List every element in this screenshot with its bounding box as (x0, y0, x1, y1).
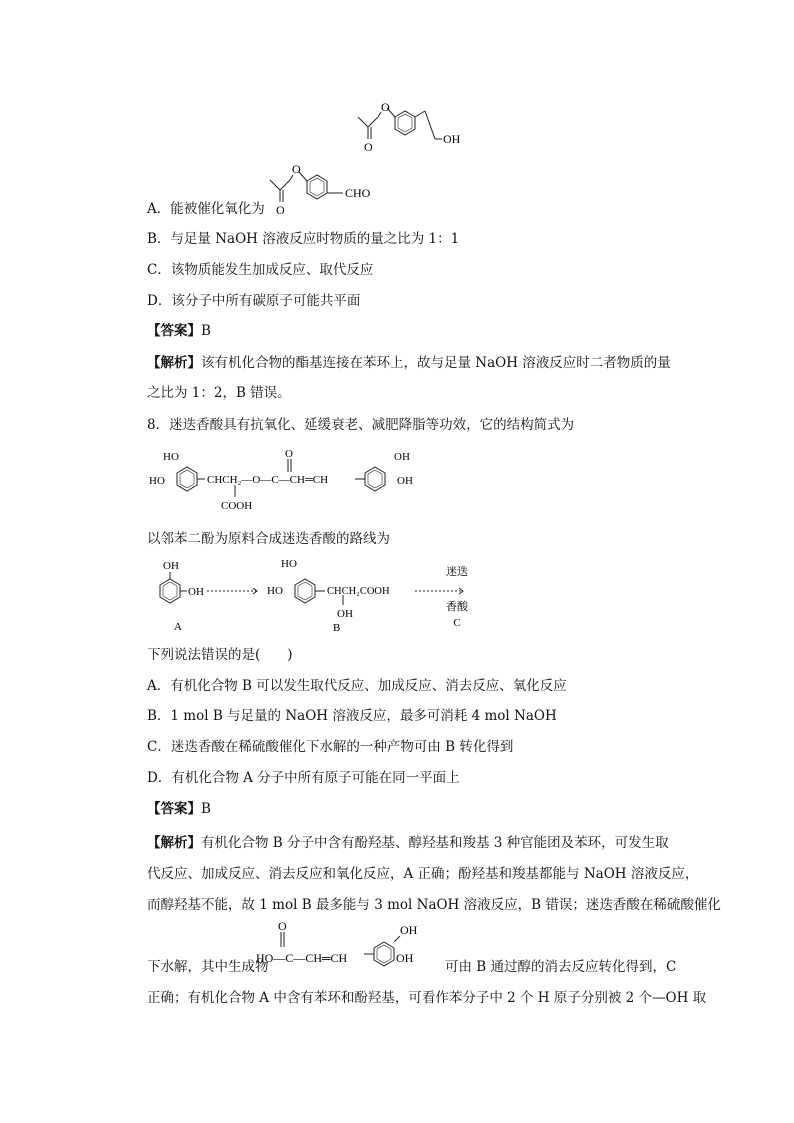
q7-analysis-line-2: 之比为 1：2，B 错误。 (147, 385, 291, 401)
q7-option-a-structure (265, 160, 395, 220)
carbonyl-oxygen-label: O (276, 203, 285, 217)
q8-stem: 8．迷迭香酸具有抗氧化、延缓衰老、减肥降脂等功效，它的结构简式为 (147, 417, 575, 433)
rosmarinic-acid-structure (145, 445, 435, 515)
q7-option-a: A．能被催化氧化为 (147, 201, 265, 217)
product-chain-label: HO—C—CH═CH (256, 951, 348, 965)
hydrolysis-product-structure (256, 918, 446, 980)
synthesis-route (145, 555, 485, 640)
q8-option-b: B．1 mol B 与足量的 NaOH 溶液反应，最多可消耗 4 mol NaOH (147, 708, 557, 724)
compound-b-ho-left-label: HO (267, 585, 283, 597)
carbonyl-oxygen-label: O (285, 448, 293, 460)
ring-hydroxyl-top-label: HO (163, 451, 179, 463)
phenol-right-label: OH (397, 475, 413, 487)
q7-answer (147, 322, 211, 340)
answer-value: B (201, 323, 211, 339)
product-phenol-right-label: OH (396, 951, 414, 965)
catechol-oh-right-label: OH (188, 586, 204, 598)
answer-tag: 【答案】 (147, 323, 201, 339)
q8-question: 下列说法错误的是( ) (147, 647, 293, 663)
catechol-oh-top-label: OH (163, 560, 179, 572)
aldehyde-label: CHO (345, 186, 371, 200)
q8-analysis-line-4-pre: 下水解，其中生成物 (147, 959, 269, 975)
analysis-tag: 【解析】 (147, 835, 201, 851)
compound-c-label: C (453, 617, 461, 629)
q8-route-intro: 以邻苯二酚为原料合成迷迭香酸的路线为 (147, 531, 390, 547)
compound-b-ho-top-label: HO (281, 558, 297, 570)
q8-option-c: C．迷迭香酸在稀硫酸催化下水解的一种产物可由 B 转化得到 (147, 739, 514, 755)
analysis-tag: 【解析】 (147, 355, 201, 371)
q7-structure-top (350, 95, 480, 160)
answer-value: B (201, 801, 211, 817)
compound-b-chain-label: CHCH₂COOH (327, 586, 390, 597)
compound-b-label: B (333, 622, 341, 634)
ester-oxygen-label: O (292, 162, 301, 176)
q7-option-b: B．与足量 NaOH 溶液反应时物质的量之比为 1：1 (147, 231, 460, 247)
ester-chain-label: CHCH₂—O—C—CH═CH (207, 474, 329, 486)
ring-hydroxyl-left-label: HO (149, 475, 165, 487)
q8-analysis-line-4-post: 可由 B 通过醇的消去反应转化得到，C (445, 959, 677, 975)
compound-a-label: A (174, 621, 182, 633)
target-line-1: 迷迭 (446, 566, 468, 578)
q8-analysis-line-1: 【解析】有机化合物 B 分子中含有酚羟基、醇羟基和羧基 3 种官能团及苯环，可发生取 (147, 835, 669, 851)
answer-tag: 【答案】 (147, 801, 201, 817)
q8-analysis-line-5: 正确；有机化合物 A 中含有苯环和酚羟基，可看作苯分子中 2 个 H 原子分别被 2 个—OH 取 (147, 990, 707, 1006)
hydroxyl-label: OH (443, 132, 461, 146)
carboxyl-label: COOH (221, 500, 253, 512)
q8-option-d: D．有机化合物 A 分子中所有原子可能在同一平面上 (147, 770, 460, 786)
ester-oxygen-label: O (381, 100, 390, 114)
product-phenol-top-label: OH (400, 923, 418, 937)
q8-analysis-line-2: 代反应、加成反应、消去反应和氧化反应，A 正确；酚羟基和羧基都能与 NaOH 溶液反应， (147, 866, 699, 882)
phenol-top-label: OH (394, 451, 410, 463)
q8-analysis-line-3: 而醇羟基不能，故 1 mol B 最多能与 3 mol NaOH 溶液反应，B 错误；迷迭香酸在稀硫酸催化 (147, 897, 721, 913)
carbonyl-oxygen-label: O (364, 140, 373, 154)
q8-option-a: A．有机化合物 B 可以发生取代反应、加成反应、消去反应、氧化反应 (147, 678, 567, 694)
product-carbonyl-oxygen-label: O (278, 919, 287, 933)
target-line-2: 香酸 (446, 601, 468, 613)
q7-option-d: D．该分子中所有碳原子可能共平面 (147, 293, 361, 309)
compound-b-oh-label: OH (337, 608, 353, 620)
q7-analysis-line-1: 【解析】该有机化合物的酯基连接在苯环上，故与足量 NaOH 溶液反应时二者物质的量 (147, 355, 671, 371)
q7-option-c: C．该物质能发生加成反应、取代反应 (147, 262, 374, 278)
q8-answer (147, 800, 211, 818)
